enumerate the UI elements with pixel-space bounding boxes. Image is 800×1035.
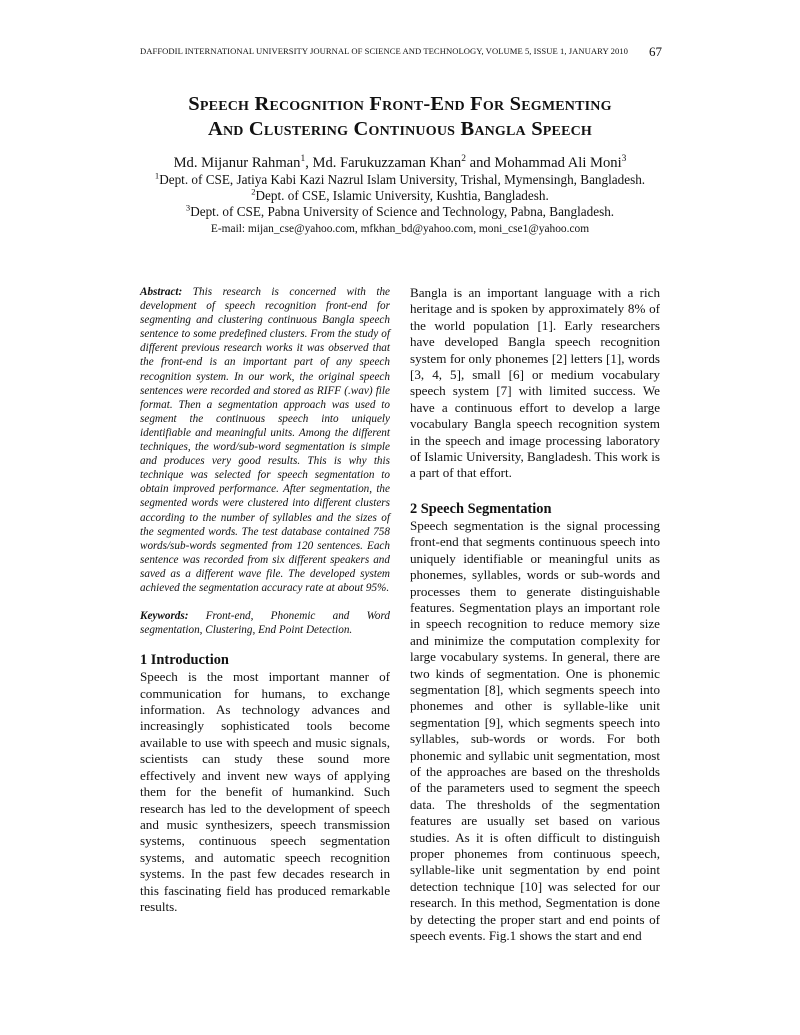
author-list (100, 155, 700, 172)
affiliation-2-text: Dept. of CSE, Islamic University, Kushtia, Bangladesh. (255, 188, 549, 203)
introduction-paragraph-1: Speech is the most important manner of communication for humans, to exchange information. As technology advances and increasingly sophisticated tools become available to use with speech and music signals, scientists can study these sound more effectively and invent new ways of applying them for the benefit of humankind. Such research has led to the development of speech and music synthesizers, speech transmission systems, continuous speech segmentation systems, and automatic speech recognition systems. In the past few decades research in this fascinating field has produced remarkable results. (140, 669, 390, 914)
author-2-sup: 2 (461, 154, 466, 165)
introduction-paragraph-2: Bangla is an important language with a rich heritage and is spoken by approximately 8% of the world population [1]. Early researchers have developed Bangla speech recognition system for only phonemes [2] letters [1], words [3, 4, 5], small [6] or medium vocabulary speech system [7] with limited success. We have a continuous effort to develop a large vocabulary Bangla speech recognition system in the speech and image processing laboratory of Islamic University, Bangladesh. This work is a part of that effort. (410, 285, 660, 481)
segmentation-paragraph-1: Speech segmentation is the signal processing front-end that segments continuous speech into uniquely identifiable or meaningful units as phonemes, syllables, words or sub-words and processes them to generate distinguishable features. Segmentation plays an important role in speech recognition to reduce memory size and minimize the computation complexity for large vocabulary systems. In general, there are two kinds of segmentation. One is phonemic segmentation [8], which segments speech into phonemes and other is syllable-like unit segmentation [9], which segments speech into syllables, sub-words or words. For both phonemic and syllabic unit segmentation, most of the approaches are based on the thresholds of the parameters used to segment the speech data. The thresholds of the segmentation features are usually set based on various studies. As it is often difficult to distinguish proper phonemes from continuous speech, syllable-like unit segmentation by end point detection technique [10] was selected for our research. In this method, Segmentation is done by detecting the proper start and end points of speech events. Fig.1 shows the start and end (410, 517, 660, 944)
introduction-heading: 1 Introduction (140, 652, 229, 669)
author-1-sup: 1 (300, 154, 306, 165)
right-column (410, 285, 660, 944)
abstract-label: Abstract: (140, 286, 183, 298)
author-3-sup: 3 (621, 154, 627, 165)
author-3: Mohammad Ali Moni (494, 155, 622, 171)
affiliation-3-sup: 3 (185, 202, 191, 213)
journal-name: DAFFODIL INTERNATIONAL UNIVERSITY JOURNAL OF SCIENCE AND TECHNOLOGY, VOLUME 5, ISSUE 1, JANUARY 2010 (140, 46, 629, 56)
title-line-1: Speech Recognition Front-End For Segmenting (188, 93, 612, 115)
affiliation-2 (100, 188, 700, 204)
keywords-label: Keywords: (140, 610, 189, 623)
affiliation-1 (100, 172, 700, 188)
affiliation-3-text: Dept. of CSE, Pabna University of Science and Technology, Pabna, Bangladesh. (190, 204, 615, 219)
author-separator: and (465, 155, 495, 171)
affiliation-2-sup: 2 (251, 186, 256, 197)
keywords-text: Front-end, Phonemic and Word segmentation, Clustering, End Point Detection. (140, 610, 390, 637)
author-1: Md. Mijanur Rahman (173, 155, 301, 171)
abstract (140, 285, 390, 595)
affiliation-1-text: Dept. of CSE, Jatiya Kabi Kazi Nazrul Islam University, Trishal, Mymensingh, Bangladesh. (159, 172, 646, 187)
keywords (140, 609, 390, 637)
title-line-2: And Clustering Continuous Bangla Speech (207, 118, 593, 140)
author-emails: E-mail: mijan_cse@yahoo.com, mfkhan_bd@yahoo.com, moni_cse1@yahoo.com (210, 223, 590, 235)
author-separator: , (305, 155, 313, 171)
abstract-text: This research is concerned with the development of speech recognition front-end for segmenting and clustering continuous Bangla speech sentence to some predefined clusters. From the study of different previous research works it was observed that the front-end is an important part of any speech recognition system. In our work, the original speech sentences were recorded and stored as RIFF (.wav) file format. Then a segmentation approach was used to segment the continuous speech into uniquely identifiable and meaningful units. Among the different techniques, the word/sub-word segmentation is simple and produces very good results. This is why this technique was selected for speech segmentation to obtain improved performance. After segmentation, the segmented words were clustered into different clusters according to the number of syllables and the sizes of the segmented words. The test database contained 758 words/sub-words segmented from 120 sentences. Each sentence was recorded from six different speakers and saved as a different wave file. The developed system achieved the segmentation accuracy rate at about 95%. (140, 286, 390, 594)
segmentation-heading: 2 Speech Segmentation (410, 500, 552, 517)
affiliation-3 (100, 204, 700, 220)
running-header (140, 44, 660, 64)
affiliation-1-sup: 1 (154, 170, 160, 181)
page-number: 67 (649, 44, 662, 59)
left-column (140, 285, 390, 915)
paper-title (100, 92, 700, 142)
author-2: Md. Farukuzzaman Khan (312, 155, 462, 171)
